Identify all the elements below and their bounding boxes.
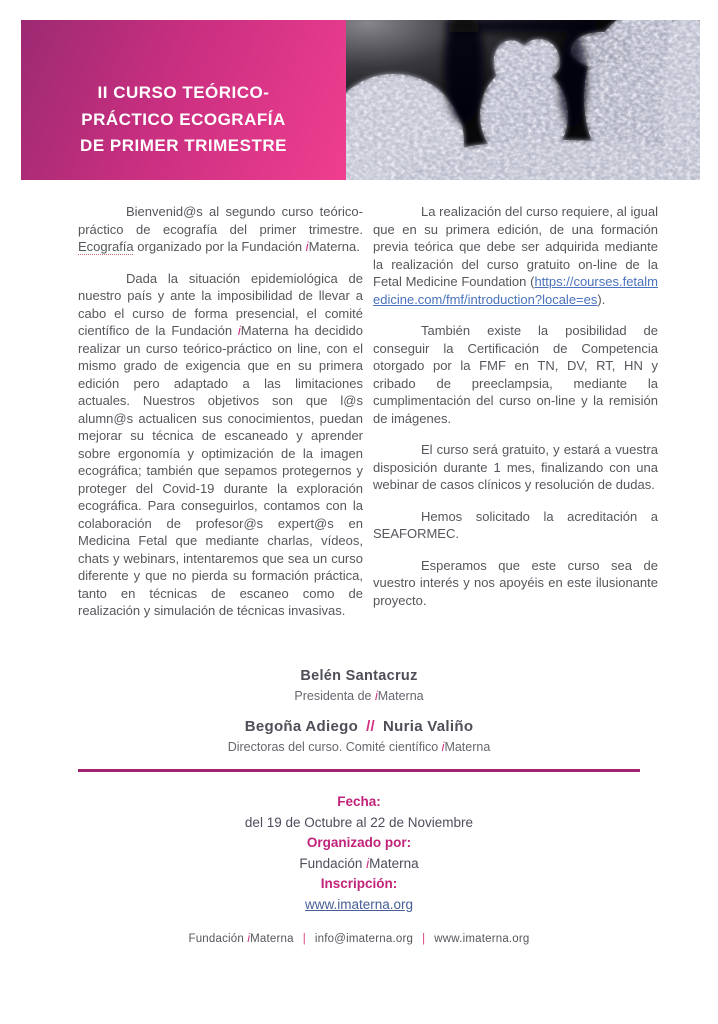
text-segment: Nuria Valiño	[383, 718, 474, 735]
course-title-line-3: DE PRIMER TRIMESTRE	[80, 136, 287, 156]
inscription-line	[0, 895, 718, 916]
footer-email-link[interactable]: info@imaterna.org	[314, 933, 414, 945]
text-segment: Dada la situación epidemiológica de nuestro país y ante la imposibilidad de llevar a cabo el curso de forma presencial, el comité científico de la Fundación	[78, 270, 363, 338]
text-segment: ).	[597, 291, 606, 307]
text-segment: |	[422, 933, 426, 945]
text-segment: i	[366, 855, 370, 871]
intro-text	[78, 203, 658, 634]
course-title-line-1: II CURSO TEÓRICO-	[97, 83, 270, 103]
text-segment: La realización del curso requiere, al igual que en su primera edición, de una formación previa teórica que debe ser adquirida mediante la realización del curso gratuito on-line de la Fetal Medicine Foundation (	[373, 204, 658, 289]
footer-website-link[interactable]: www.imaterna.org	[434, 933, 530, 945]
text-segment: i	[374, 689, 378, 703]
course-title-banner	[21, 20, 346, 180]
course-title-line-2: PRÁCTICO ECOGRAFÍA	[81, 109, 286, 129]
text-segment: Materna	[377, 689, 424, 703]
text-segment: Esperamos que este curso sea de vuestro interés y nos apoyéis en este ilusionante proyecto.	[373, 557, 658, 608]
text-segment: El curso será gratuito, y estará a vuestra disposición durante 1 mes, finalizando con una webinar de casos clínicos y resolución de dudas.	[373, 442, 658, 492]
text-segment: Fundación	[188, 933, 248, 945]
organizer-value	[0, 854, 718, 875]
text-segment: Materna	[444, 740, 491, 754]
inscription-label: Inscripción:	[320, 876, 398, 891]
text-segment: Materna ha decidido realizar un curso teórico-práctico on line, con el mismo grado de exigencia que en su primera edición pero adaptado a las limitaciones actuales. Nuestros objetivos son que l@s alumn@s actualicen sus conocimientos, puedan mejorar su técnica de escaneado y aprender sobre ergonomía y optimización de la imagen ecográfica; también que sepamos protegernos y proteger del Covid-19 durante la exploración ecográfica. Para conseguirlos, contamos con la colaboración de profesor@s expert@s en Medicina Fetal que mediante charlas, vídeos, chats y webinars, intentaremos que sea un curso diferente y que no pierda su formación práctica, tanto en técnicas de escaneo como de realización y simulación de técnicas invasivas.	[78, 323, 363, 618]
text-segment: //	[366, 718, 375, 735]
text-segment: También existe la posibilidad de conseguir la Certificación de Competencia otorgado por la FMF en TN, DV, RT, HN y cribado de preeclampsia, mediante la cumplimentación del curso on-line y la remisión de imágenes.	[373, 323, 658, 426]
text-segment: Materna	[250, 933, 294, 945]
paragraph-certification	[373, 322, 658, 427]
text-segment: Fundación	[299, 855, 367, 871]
text-segment: Ecografía	[78, 239, 134, 254]
date-value: del 19 de Octubre al 22 de Noviembre	[244, 814, 474, 830]
text-segment: i	[441, 740, 445, 754]
paragraph-welcome	[78, 203, 363, 256]
text-segment: Materna	[369, 855, 419, 871]
right-column	[373, 203, 658, 634]
paragraph-free-course	[373, 441, 658, 494]
divider-line	[78, 769, 640, 772]
contact-bar	[0, 933, 718, 945]
signatures-block	[0, 668, 718, 754]
fmf-course-link[interactable]: https://courses.fetalmedicine.com/fmf/introduction?locale=es	[373, 274, 658, 307]
text-segment: Hemos solicitado la acreditación a SEAFORMEC.	[373, 508, 658, 541]
directors-names	[0, 718, 718, 735]
text-segment: organizado por la Fundación	[133, 239, 306, 254]
paragraph-context	[78, 270, 363, 620]
organizer-label: Organizado por:	[306, 835, 412, 850]
text-segment: Bienvenid@s al segundo curso teórico-práctico de ecografía del primer trimestre.	[78, 204, 363, 237]
directors-role	[0, 740, 718, 754]
text-segment: i	[305, 239, 309, 254]
header-banner	[21, 20, 700, 180]
president-role	[0, 689, 718, 703]
text-segment: i	[247, 933, 251, 945]
text-segment: |	[302, 933, 306, 945]
paragraph-requirements	[373, 203, 658, 308]
course-info-block	[0, 792, 718, 915]
text-segment: i	[237, 323, 241, 338]
paragraph-accreditation	[373, 508, 658, 543]
text-segment: Presidenta de	[294, 689, 375, 703]
text-segment: Materna.	[308, 239, 360, 254]
imaterna-website-link[interactable]: www.imaterna.org	[304, 896, 414, 912]
fetal-ultrasound-image	[346, 20, 700, 180]
text-segment: Begoña Adiego	[244, 718, 359, 735]
text-segment: Directoras del curso. Comité científico	[227, 740, 442, 754]
president-name: Belén Santacruz	[300, 668, 418, 684]
date-label: Fecha:	[337, 794, 381, 809]
paragraph-closing	[373, 557, 658, 610]
left-column	[78, 203, 363, 634]
